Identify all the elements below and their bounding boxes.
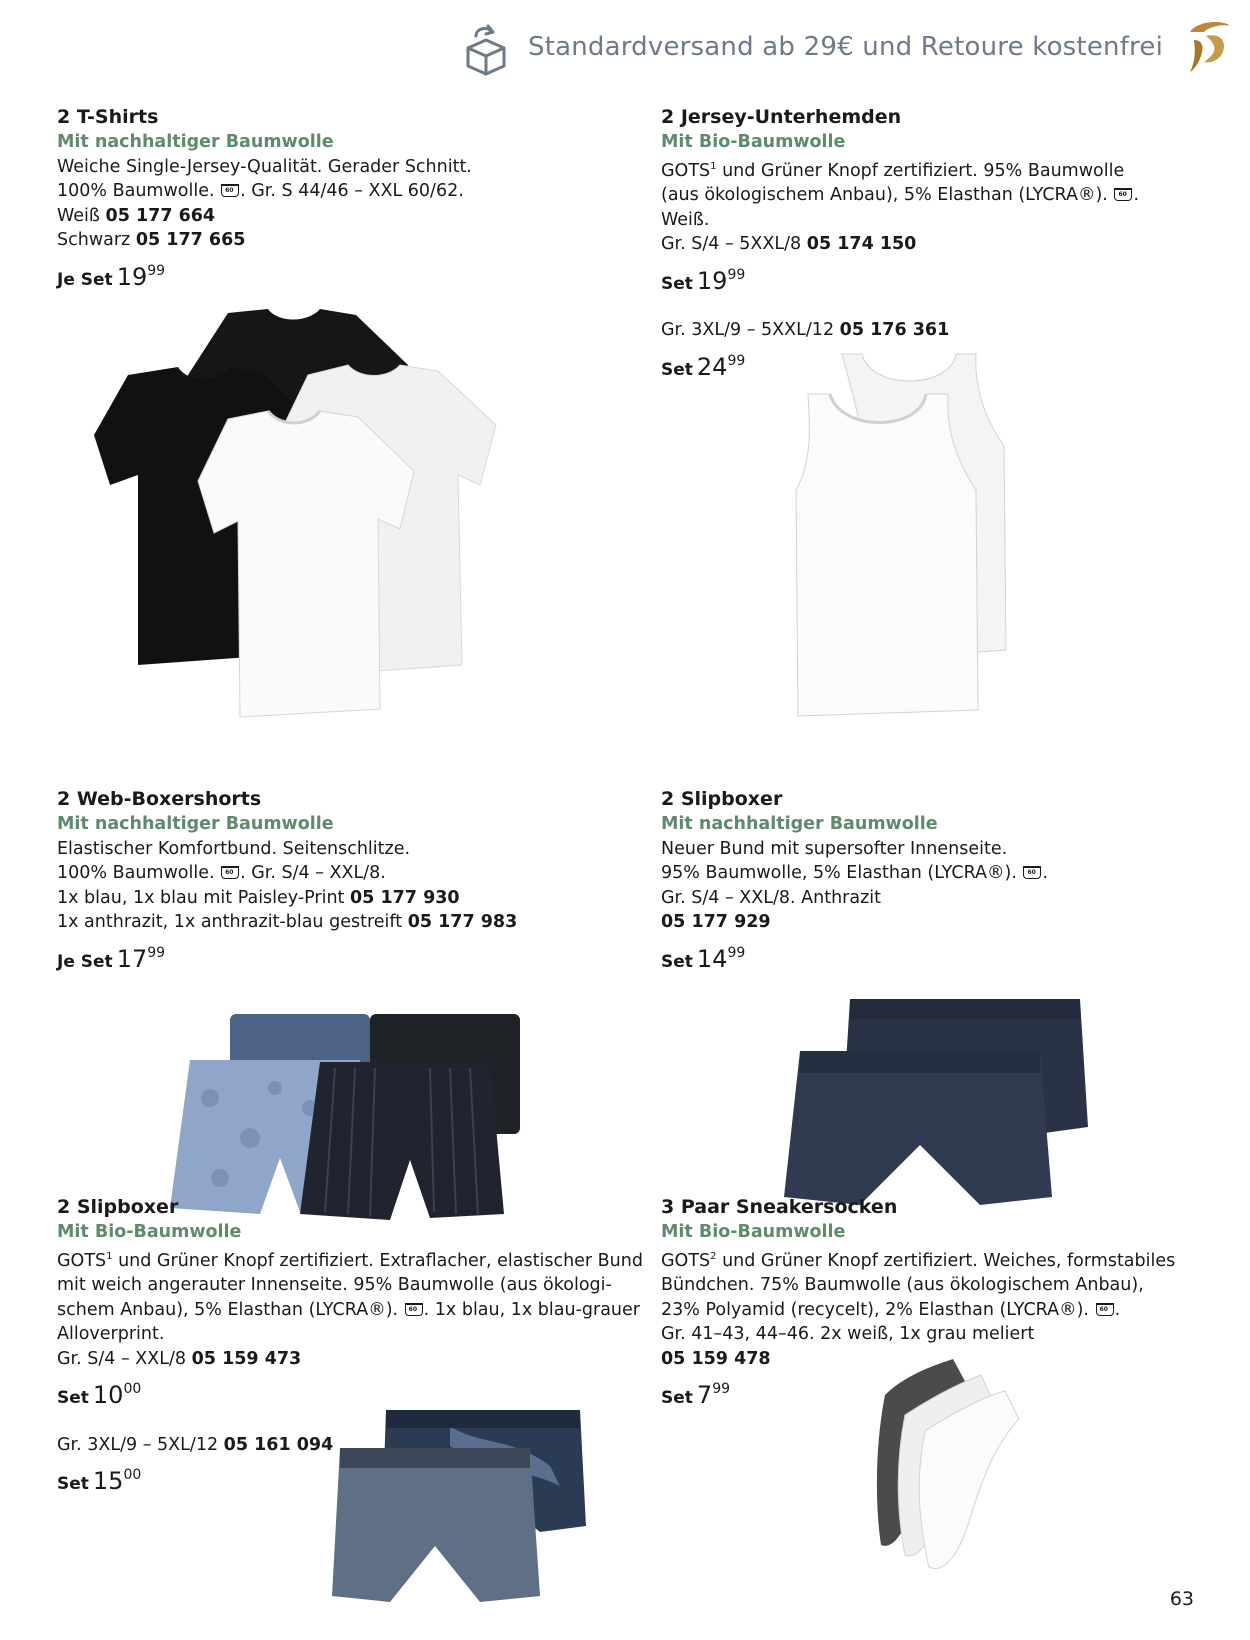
product-title: 3 Paar Sneakersocken (661, 1196, 898, 1218)
wash-60-icon (1114, 188, 1132, 201)
wash-60-icon (1096, 1303, 1114, 1316)
product-subtitle: Mit nachhaltiger Baumwolle (661, 814, 938, 834)
price: Je Set $17^{99}$ (57, 944, 166, 973)
article-number-line: Gr. 3XL/9 – 5XL/12 05 161 094 (57, 1434, 334, 1455)
wash-60-icon (221, 184, 239, 197)
product-description: Weiche Single-Jersey-Qualität. Gerader Schnitt. (57, 156, 472, 177)
article-number: 05 177 983 (407, 912, 518, 932)
article-number-line: Gr. 3XL/9 – 5XXL/12 05 176 361 (661, 320, 950, 340)
product-material: (aus ökologischem Anbau), 5% Elasthan (LYCRA®). 60. (661, 183, 1221, 208)
article-number: 05 176 361 (839, 320, 950, 340)
product-description: GOTS$^1$ und Grüner Knopf zertifiziert. 95% Baumwolle (661, 160, 1125, 181)
article-number: 05 161 094 (223, 1434, 334, 1455)
product-description: GOTS$^1$ und Grüner Knopf zertifiziert. Extraflacher, elastischer Bund (57, 1250, 643, 1271)
wash-60-icon (1023, 866, 1041, 879)
shipping-banner (0, 18, 1250, 82)
product-tshirts (57, 104, 617, 292)
product-subtitle: Mit Bio-Baumwolle (661, 132, 846, 152)
product-boxershorts (57, 786, 617, 974)
page-number: 63 (1169, 1588, 1194, 1610)
price: Je Set $19^{99}$ (57, 262, 166, 291)
product-material: 95% Baumwolle, 5% Elasthan (LYCRA®). 60. (661, 861, 1221, 886)
article-number: 05 174 150 (806, 234, 917, 254)
article-number: 05 177 930 (350, 887, 460, 908)
article-number-line: 1x anthrazit, 1x anthrazit-blau gestreift 05 177 983 (57, 912, 518, 932)
product-material: schem Anbau), 5% Elasthan (LYCRA®). 60. 1x blau, 1x blau-grauer (57, 1298, 617, 1323)
product-description: mit weich angerauter Innenseite. 95% Baumwolle (aus ökologi- (57, 1275, 612, 1295)
product-description: Bündchen. 75% Baumwolle (aus ökologischem Anbau), (661, 1275, 1144, 1295)
wash-60-icon (405, 1303, 423, 1316)
product-subtitle: Mit nachhaltiger Baumwolle (57, 132, 334, 152)
tchibo-logo-icon (1184, 18, 1234, 76)
product-pattern: Alloverprint. (57, 1324, 165, 1344)
article-number-line: Schwarz 05 177 665 (57, 230, 246, 250)
price: Set $10^{00}$ (57, 1381, 142, 1409)
undershirts-image (790, 350, 1030, 730)
price: Set $24^{99}$ (661, 352, 746, 381)
product-title: 2 Jersey-Unterhemden (661, 106, 902, 128)
product-material: 23% Polyamid (recycelt), 2% Elasthan (LYCRA®). 60. (661, 1298, 1221, 1323)
tshirts-image (88, 305, 528, 725)
article-number-line: Weiß 05 177 664 (57, 205, 216, 226)
socks-image (875, 1355, 1025, 1575)
article-number: 05 177 929 (661, 912, 771, 932)
product-subtitle: Mit Bio-Baumwolle (57, 1222, 242, 1242)
product-material: 100% Baumwolle. 60 . Gr. S/4 – XXL/8. (57, 861, 617, 886)
price: Set $14^{99}$ (661, 944, 746, 973)
product-title: 2 Slipboxer (57, 1196, 179, 1218)
product-title: 2 Web-Boxershorts (57, 788, 262, 810)
product-subtitle: Mit nachhaltiger Baumwolle (57, 814, 334, 834)
product-jersey-undershirts (661, 104, 1221, 382)
shipping-text: Standardversand ab 29€ und Retoure kostenfrei (528, 32, 1163, 62)
article-number-line: Gr. S/4 – XXL/8 05 159 473 (57, 1348, 302, 1369)
article-number: 05 177 664 (105, 205, 216, 226)
product-slipboxer-anthracite (661, 786, 1221, 974)
product-description: Elastischer Komfortbund. Seitenschlitze. (57, 838, 411, 859)
product-material: 100% Baumwolle. 60 . Gr. S 44/46 – XXL 60/62. (57, 179, 617, 204)
product-size: Gr. 41–43, 44–46. 2x weiß, 1x grau meliert (661, 1324, 1035, 1344)
product-title: 2 T-Shirts (57, 106, 159, 128)
product-size: Gr. S/4 – XXL/8. Anthrazit (661, 887, 882, 908)
wash-60-icon (221, 866, 239, 879)
product-subtitle: Mit Bio-Baumwolle (661, 1222, 846, 1242)
article-number: 05 177 665 (135, 230, 246, 250)
slipboxer-bio-image (330, 1406, 590, 1606)
product-title: 2 Slipboxer (661, 788, 783, 810)
product-description: Neuer Bund mit supersofter Innenseite. (661, 838, 1008, 859)
article-number-line: Gr. S/4 – 5XXL/8 05 174 150 (661, 234, 917, 254)
delivery-box-icon (458, 22, 514, 78)
price: Set $15^{00}$ (57, 1467, 142, 1495)
slipboxer-anthracite-image (780, 995, 1100, 1215)
product-color: Weiß. (661, 209, 710, 230)
article-number: 05 159 478 (661, 1348, 771, 1369)
article-number-line: 1x blau, 1x blau mit Paisley-Print 05 177 930 (57, 887, 460, 908)
price: Set $7^{99}$ (661, 1381, 731, 1409)
product-description: GOTS$^2$ und Grüner Knopf zertifiziert. Weiches, formstabiles (661, 1250, 1176, 1271)
article-number: 05 159 473 (191, 1348, 302, 1369)
price: Set $19^{99}$ (661, 266, 746, 295)
